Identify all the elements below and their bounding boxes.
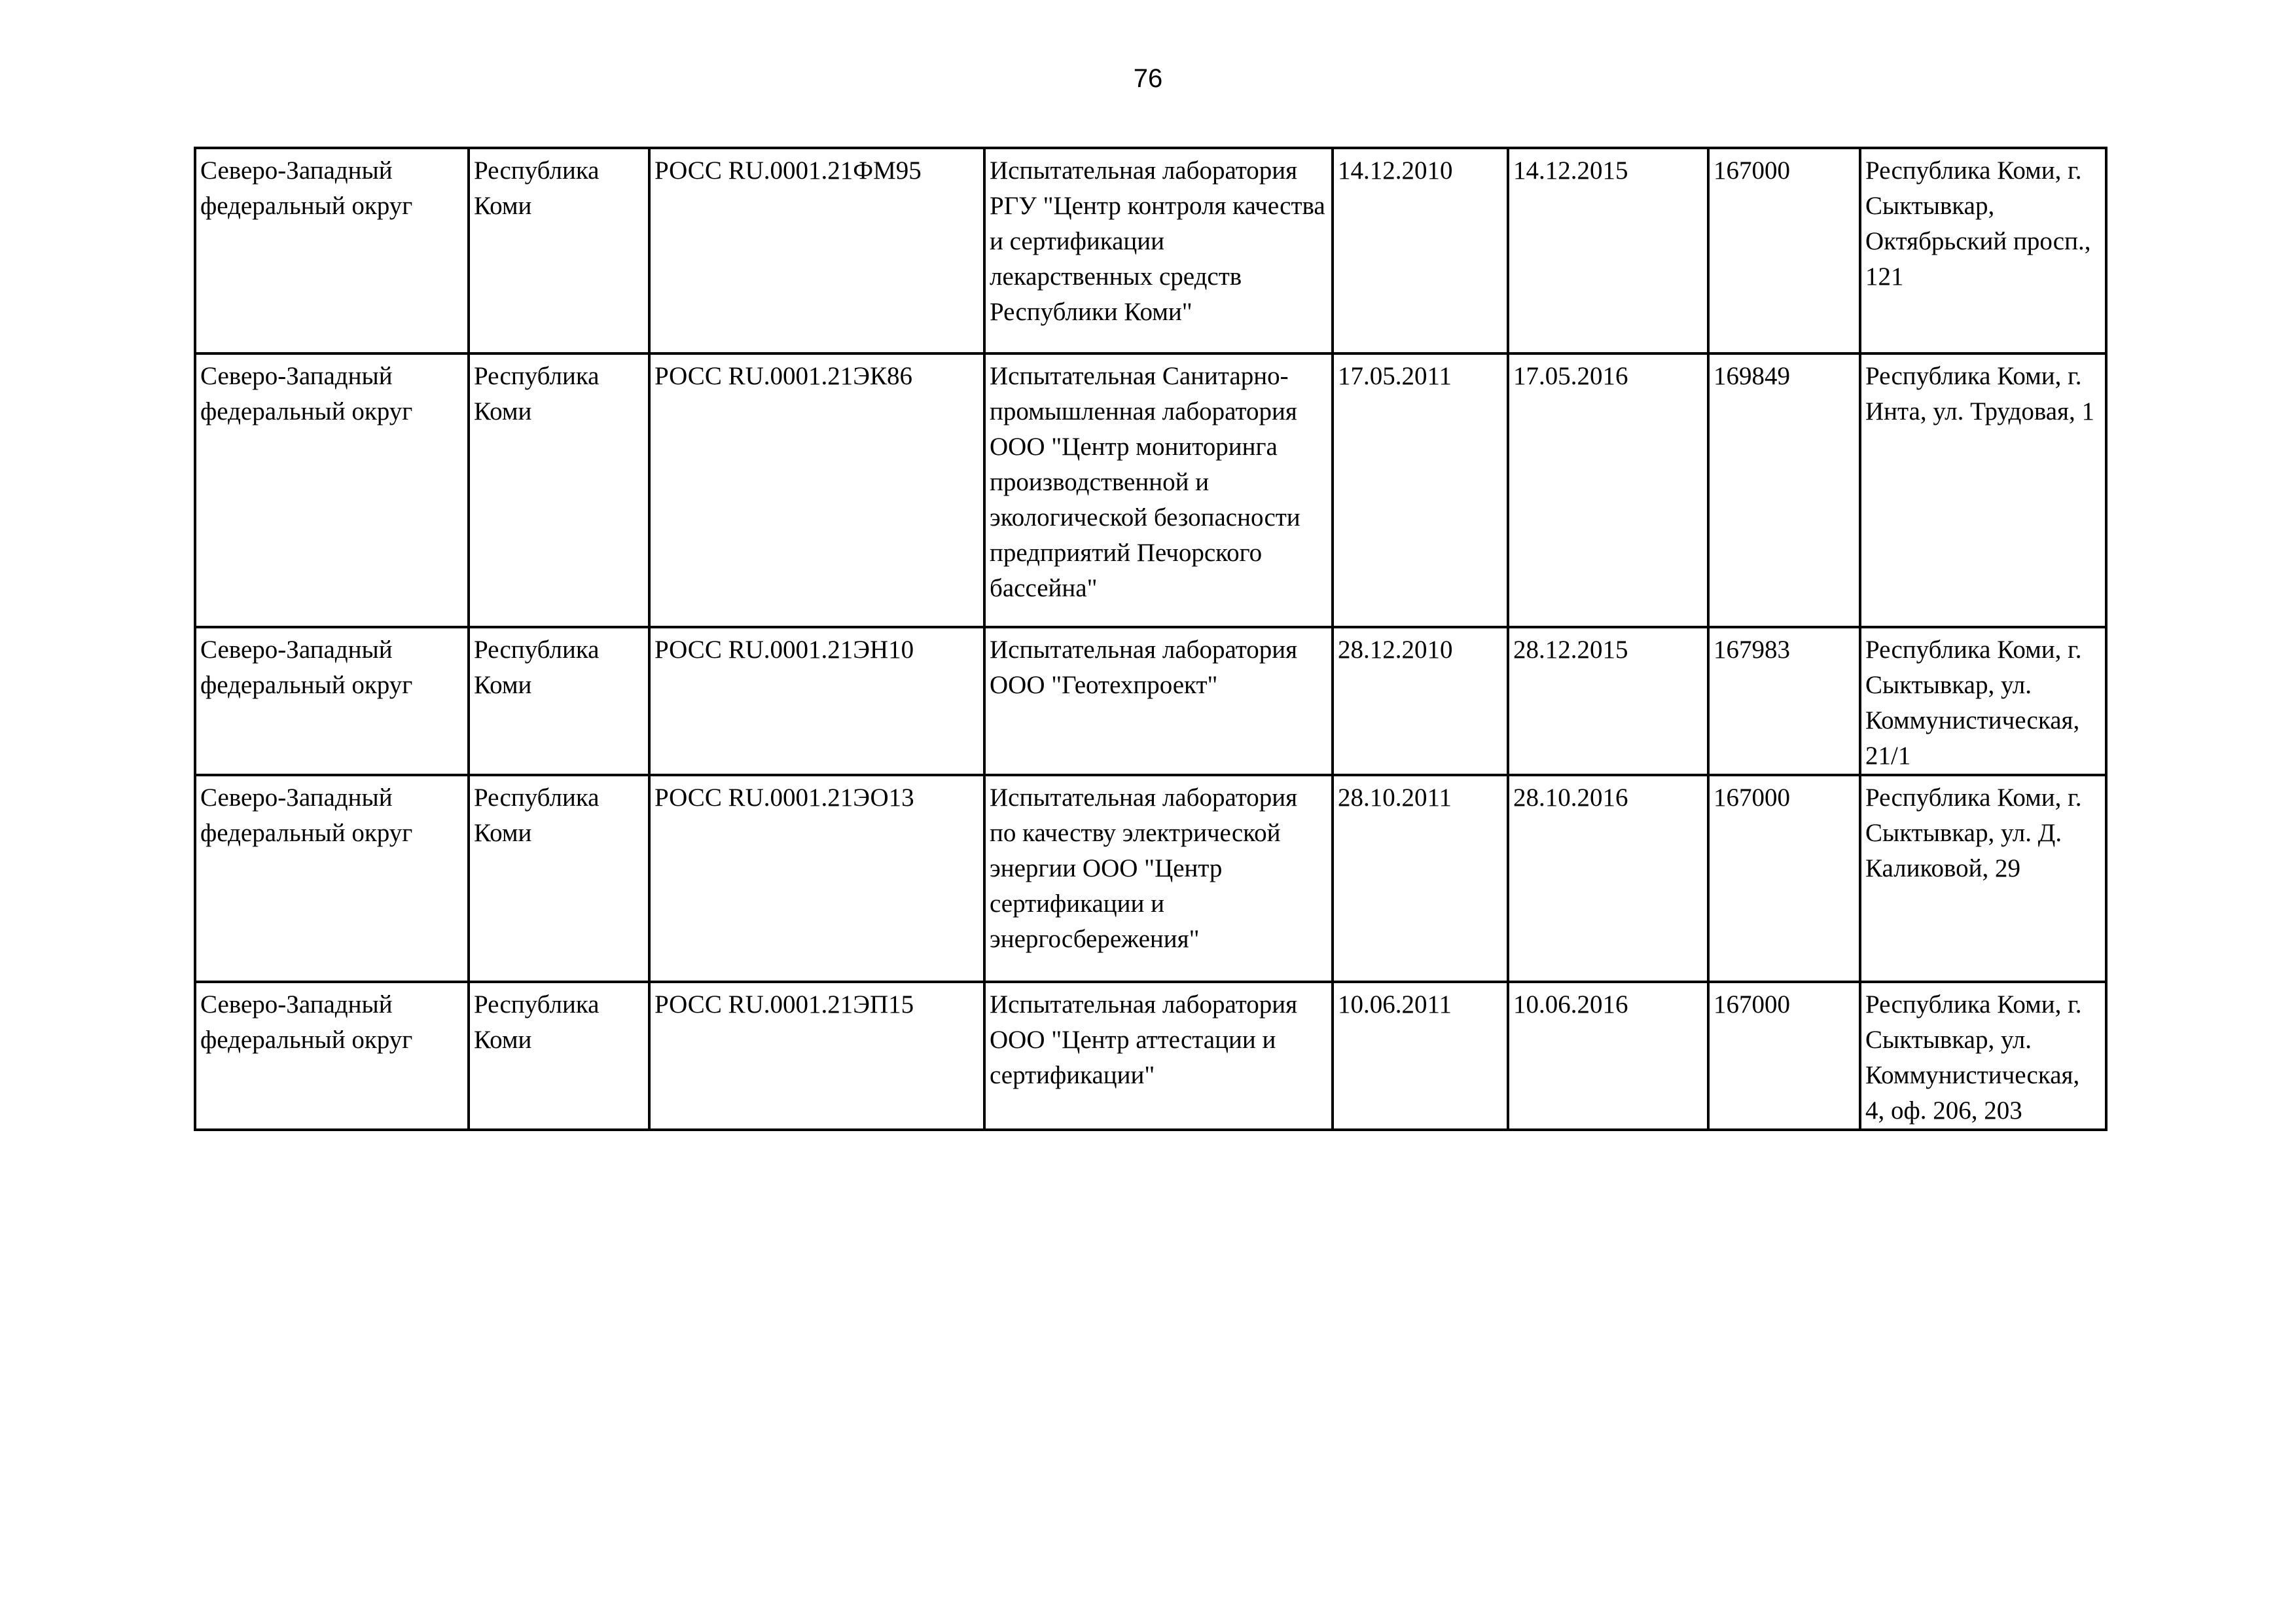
certificate-cell: РОСС RU.0001.21ФМ95	[649, 148, 984, 353]
date-to-cell: 17.05.2016	[1508, 353, 1708, 627]
date-to-cell: 10.06.2016	[1508, 982, 1708, 1130]
district-cell: Северо-Западный федеральный округ	[195, 627, 469, 775]
laboratory-cell: Испытательная Санитарно-промышленная лаборатория ООО "Центр мониторинга производственной и экологической безопасности предприятий Печорского бассейна"	[984, 353, 1333, 627]
date-from-cell: 28.10.2011	[1333, 775, 1508, 982]
table-row	[195, 353, 2106, 627]
region-cell: Республика Коми	[469, 353, 649, 627]
date-from-cell: 14.12.2010	[1333, 148, 1508, 353]
region-cell: Республика Коми	[469, 982, 649, 1130]
date-to-cell: 14.12.2015	[1508, 148, 1708, 353]
postal-index-cell: 167000	[1708, 148, 1860, 353]
region-cell: Республика Коми	[469, 148, 649, 353]
laboratory-cell: Испытательная лаборатория ООО "Геотехпроект"	[984, 627, 1333, 775]
address-cell: Республика Коми, г. Сыктывкар, Октябрьский просп., 121	[1860, 148, 2106, 353]
page-number: 76	[1133, 64, 1163, 93]
laboratory-cell: Испытательная лаборатория по качеству электрической энергии ООО "Центр сертификации и энергосбережения"	[984, 775, 1333, 982]
certificate-cell: РОСС RU.0001.21ЭН10	[649, 627, 984, 775]
table-row	[195, 775, 2106, 982]
certificate-cell: РОСС RU.0001.21ЭК86	[649, 353, 984, 627]
district-cell: Северо-Западный федеральный округ	[195, 982, 469, 1130]
date-from-cell: 17.05.2011	[1333, 353, 1508, 627]
postal-index-cell: 169849	[1708, 353, 1860, 627]
laboratory-registry-table	[194, 147, 2108, 1131]
table-row	[195, 148, 2106, 353]
postal-index-cell: 167000	[1708, 982, 1860, 1130]
region-cell: Республика Коми	[469, 627, 649, 775]
laboratory-cell: Испытательная лаборатория РГУ "Центр контроля качества и сертификации лекарственных средств Республики Коми"	[984, 148, 1333, 353]
district-cell: Северо-Западный федеральный округ	[195, 353, 469, 627]
address-cell: Республика Коми, г. Инта, ул. Трудовая, 1	[1860, 353, 2106, 627]
postal-index-cell: 167000	[1708, 775, 1860, 982]
district-cell: Северо-Западный федеральный округ	[195, 775, 469, 982]
district-cell: Северо-Западный федеральный округ	[195, 148, 469, 353]
laboratory-cell: Испытательная лаборатория ООО "Центр аттестации и сертификации"	[984, 982, 1333, 1130]
region-cell: Республика Коми	[469, 775, 649, 982]
address-cell: Республика Коми, г. Сыктывкар, ул. Коммунистическая, 4, оф. 206, 203	[1860, 982, 2106, 1130]
certificate-cell: РОСС RU.0001.21ЭО13	[649, 775, 984, 982]
table-row	[195, 627, 2106, 775]
table-row	[195, 982, 2106, 1130]
date-to-cell: 28.10.2016	[1508, 775, 1708, 982]
date-to-cell: 28.12.2015	[1508, 627, 1708, 775]
postal-index-cell: 167983	[1708, 627, 1860, 775]
certificate-cell: РОСС RU.0001.21ЭП15	[649, 982, 984, 1130]
date-from-cell: 28.12.2010	[1333, 627, 1508, 775]
address-cell: Республика Коми, г. Сыктывкар, ул. Коммунистическая, 21/1	[1860, 627, 2106, 775]
address-cell: Республика Коми, г. Сыктывкар, ул. Д. Каликовой, 29	[1860, 775, 2106, 982]
date-from-cell: 10.06.2011	[1333, 982, 1508, 1130]
